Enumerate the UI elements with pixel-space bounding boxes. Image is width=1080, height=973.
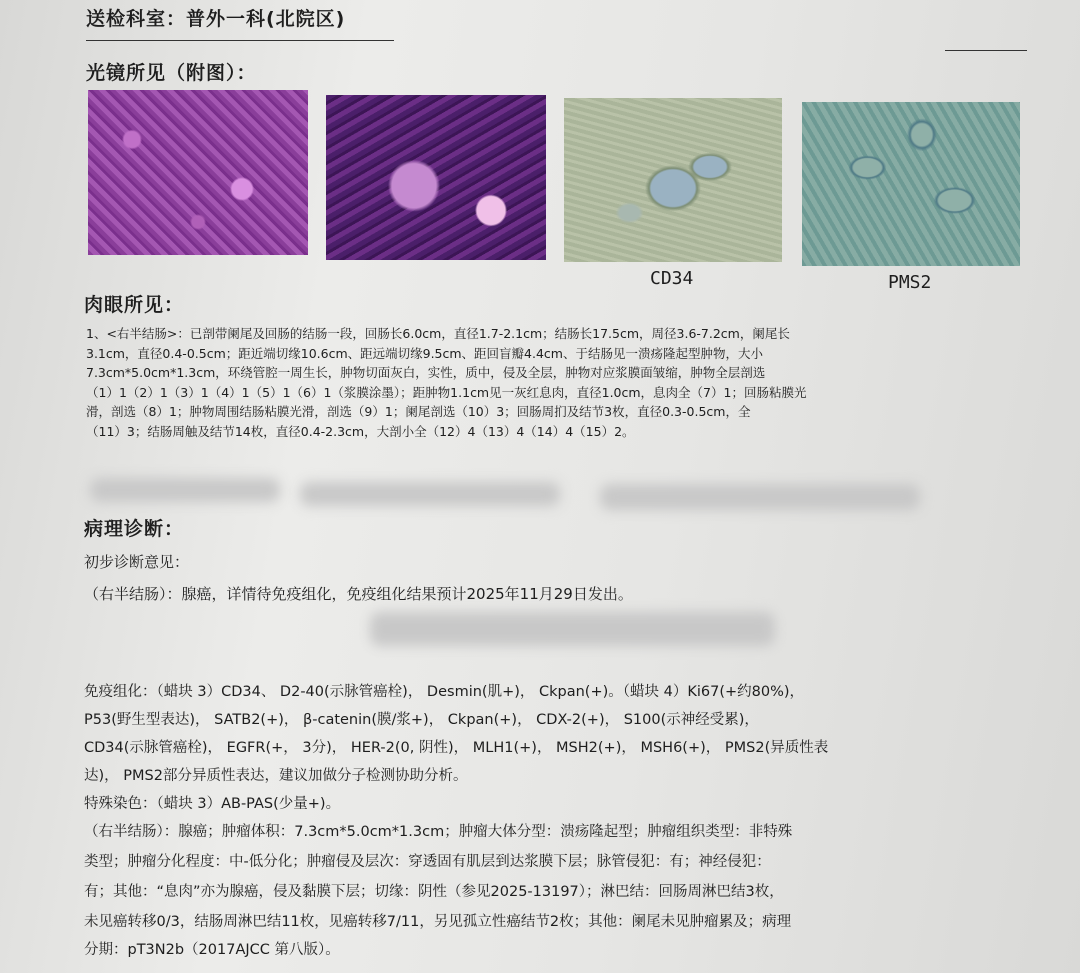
final-line: 类型；肿瘤分化程度：中-低分化；肿瘤侵及层次：穿透固有肌层到达浆膜下层；脉管侵犯：有；神经侵犯： [84,854,771,870]
caption-cd34: CD34 [650,268,694,289]
final-line: 未见癌转移0/3，结肠周淋巴结11枚，见癌转移7/11，另见孤立性癌结节2枚；其他：阑尾未见肿瘤累及；病理 [84,914,792,930]
final-line: 分期：pT3N2b（2017AJCC 第八版）。 [84,942,340,958]
gross-description [86,324,991,442]
micrograph-pms2 [802,102,1020,266]
microscopy-title: 光镜所见（附图）： [86,62,257,84]
gross-line: 1、<右半结肠>：已剖带阑尾及回肠的结肠一段，回肠长6.0cm，直径1.7-2.1cm；结肠长17.5cm，周径3.6-7.2cm，阑尾长 [86,326,790,341]
final-line: 有；其他：“息肉”亦为腺癌，侵及黏膜下层；切缘：阴性（参见2025-13197）；淋巴结：回肠周淋巴结3枚， [84,884,784,900]
gross-title: 肉眼所见： [84,294,185,316]
underline-right [945,50,1027,51]
ihc-line: 免疫组化：（蜡块 3）CD34、 D2-40(示脉管癌栓)， Desmin(肌+)， Ckpan(+)。（蜡块 4）Ki67(+约80%)， [84,684,805,700]
department-label: 送检科室：普外一科(北院区) [86,8,346,30]
ihc-line: P53(野生型表达)， SATB2(+)， β-catenin(膜/浆+)， Ckpan(+)， CDX-2(+)， S100(示神经受累)， [84,712,759,728]
ihc-line: 达)， PMS2部分异质性表达，建议加做分子检测协助分析。 [84,768,468,784]
redaction [370,612,775,646]
prelim-text: （右半结肠）：腺癌，详情待免疫组化，免疫组化结果预计2025年11月29日发出。 [84,585,633,603]
prelim-label: 初步诊断意见： [84,553,190,571]
ihc-line: CD34(示脉管癌栓)， EGFR(+， 3分)， HER-2(0, 阴性)， MLH1(+)， MSH2(+)， MSH6(+)， PMS2(异质性表 [84,740,829,756]
micrograph-he-2 [326,95,546,260]
micrograph-cd34 [564,98,782,262]
gross-line: 3.1cm，直径0.4-0.5cm；距近端切缘10.6cm、距远端切缘9.5cm、距回盲瓣4.4cm、于结肠见一溃疡隆起型肿物，大小 [86,345,763,361]
special-stain: 特殊染色：（蜡块 3）AB-PAS(少量+)。 [84,796,341,812]
micrograph-he-1 [88,90,308,255]
diagnosis-title: 病理诊断： [84,518,185,540]
redaction [90,478,280,502]
caption-pms2: PMS2 [888,272,932,293]
gross-line: 7.3cm*5.0cm*1.3cm，环绕管腔一周生长，肿物切面灰白，实性，质中，侵及全层，肿物对应浆膜面皱缩，肿物全层剖选 [86,365,766,381]
gross-line: （1）1（2）1（3）1（4）1（5）1（6）1（浆膜涂墨）；距肿物1.1cm见一灰红息肉，直径1.0cm，息肉全（7）1；回肠粘膜光 [86,384,807,400]
final-line: （右半结肠）：腺癌；肿瘤体积：7.3cm*5.0cm*1.3cm；肿瘤大体分型：溃疡隆起型；肿瘤组织类型：非特殊 [84,824,793,840]
underline [86,40,394,41]
redaction [600,484,920,510]
gross-line: 滑，剖选（8）1；肿物周围结肠粘膜光滑，剖选（9）1；阑尾剖选（10）3；回肠周扪及结节3枚，直径0.3-0.5cm，全 [86,404,751,420]
redaction [300,482,560,506]
gross-line: （11）3；结肠周触及结节14枚，直径0.4-2.3cm，大剖小全（12）4（13）4（14）4（15）2。 [86,423,635,439]
